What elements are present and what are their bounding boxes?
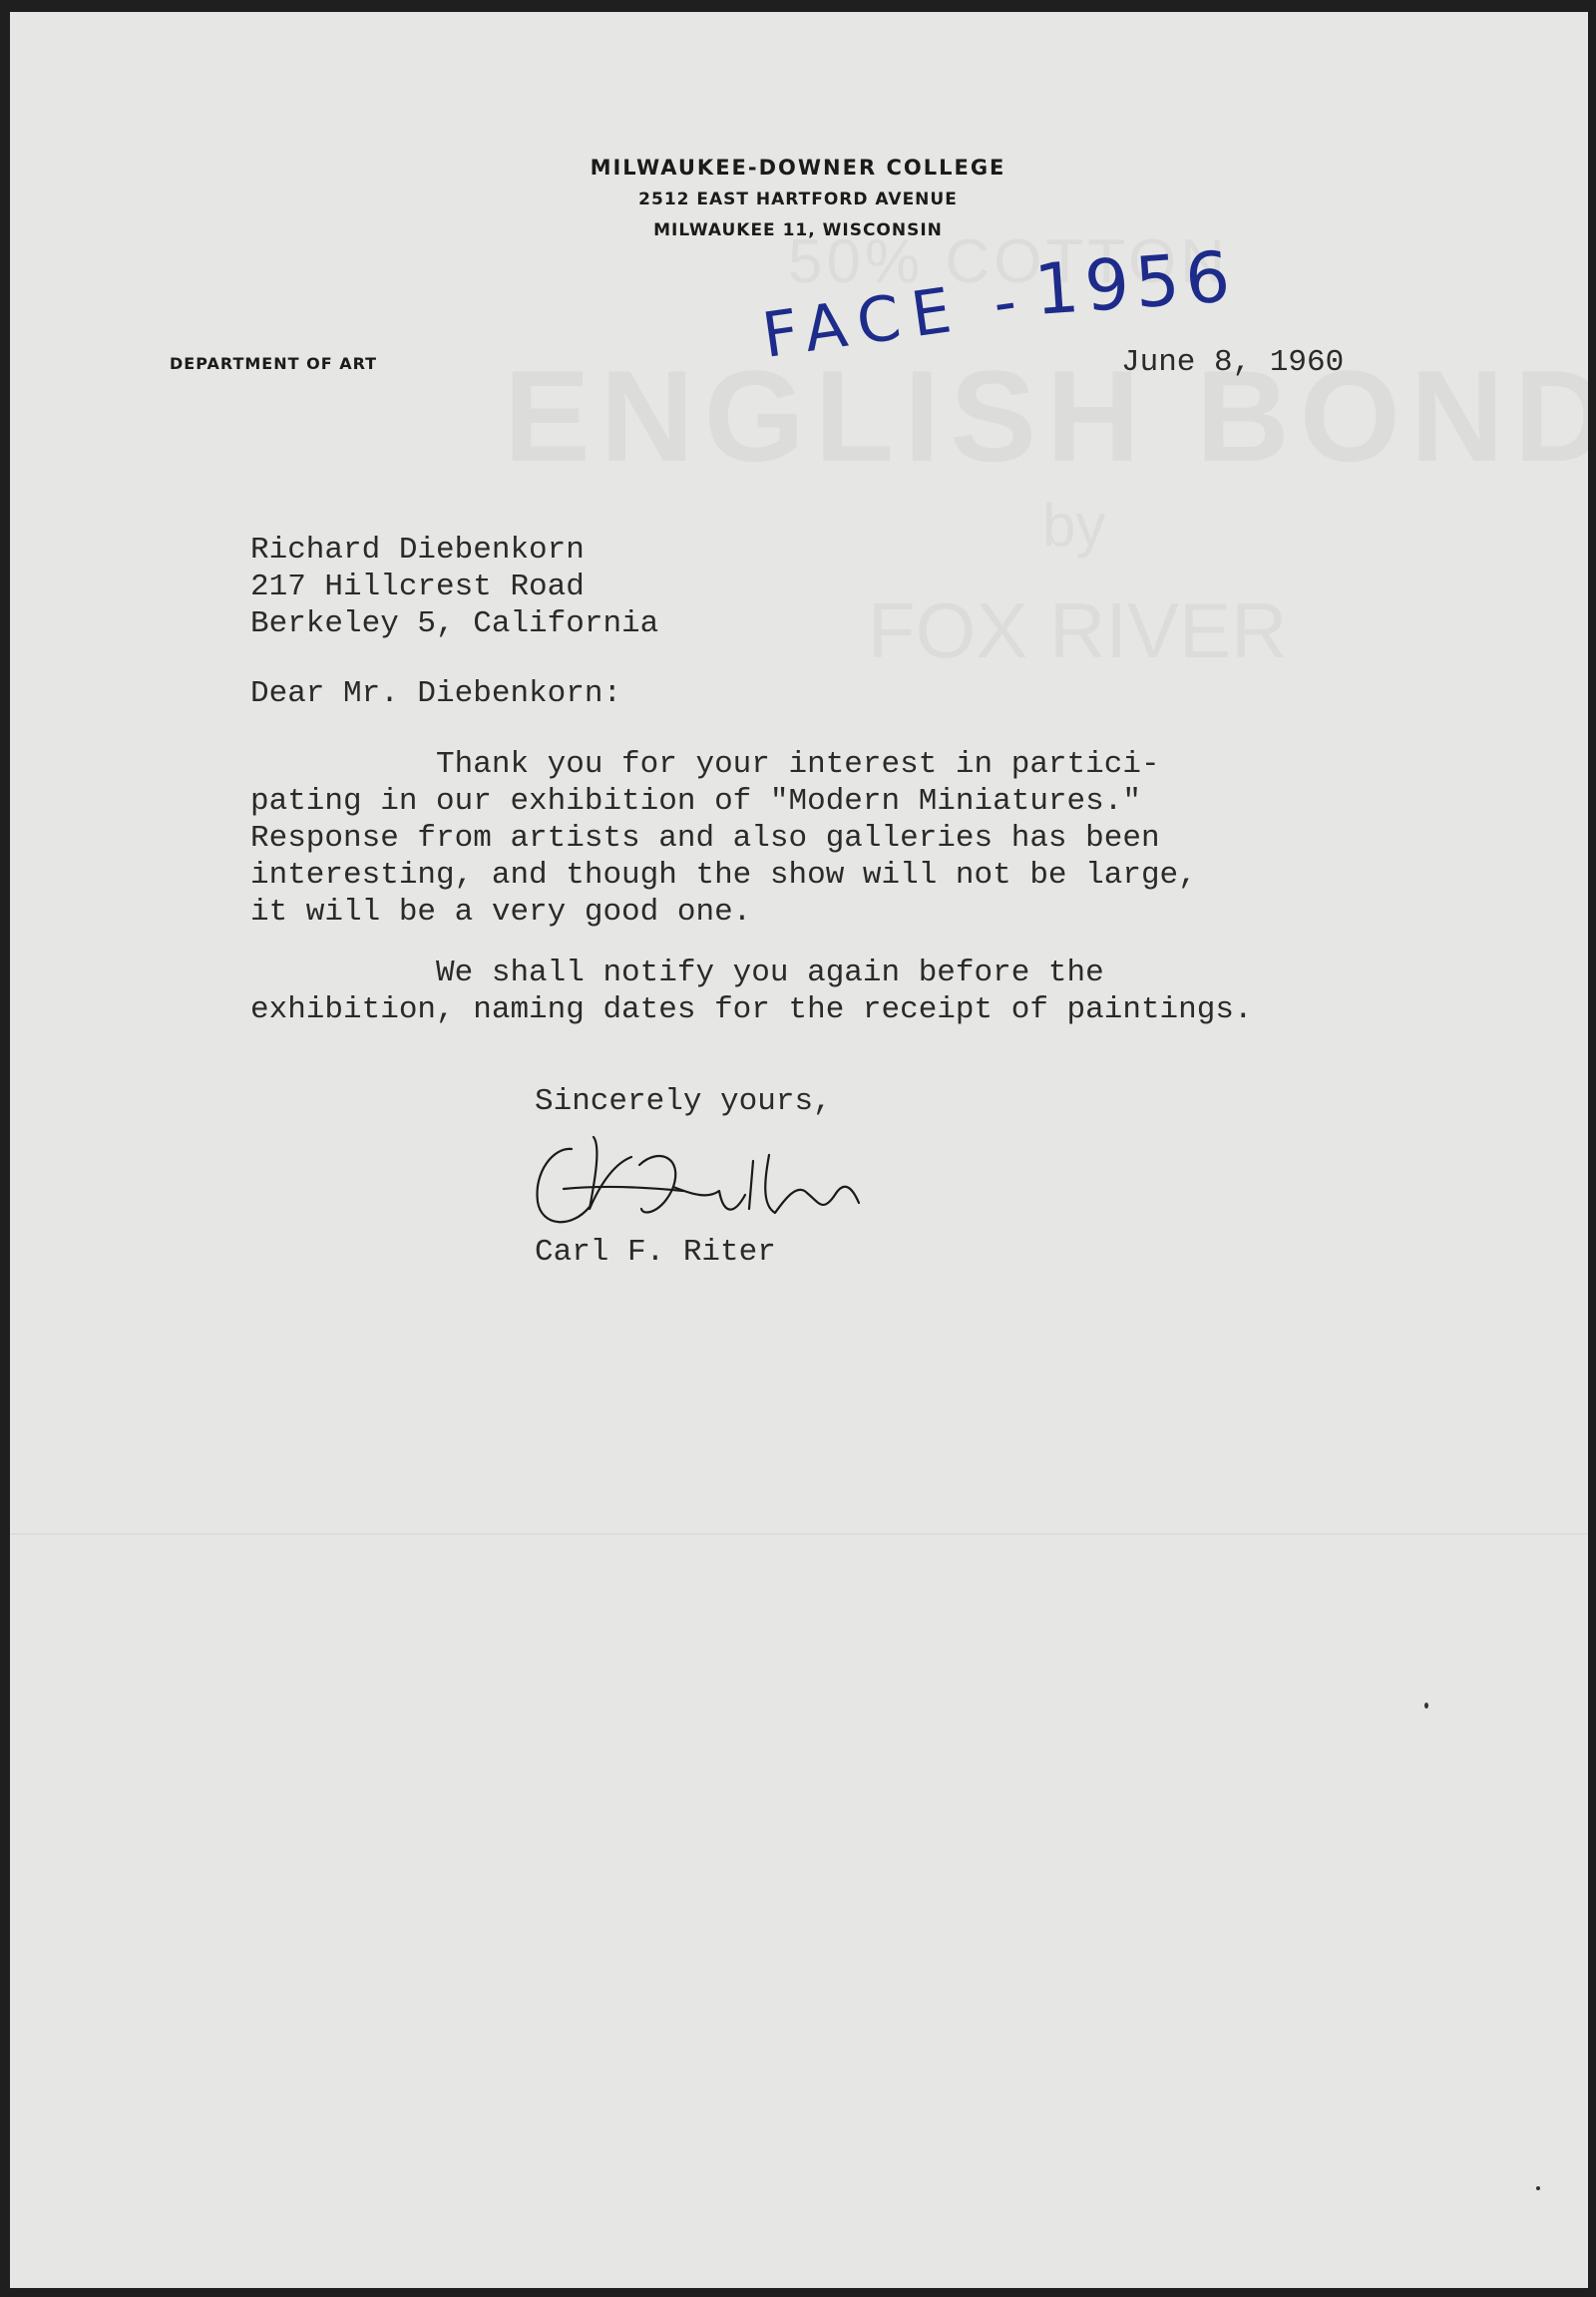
recipient-address	[250, 532, 658, 642]
watermark-line	[504, 341, 1588, 491]
handwritten-note-year: 1956	[1031, 235, 1239, 331]
letterhead-city: MILWAUKEE 11, WISCONSIN	[653, 220, 943, 240]
closing: Sincerely yours,	[535, 1084, 832, 1119]
recipient-name: Richard Diebenkorn	[250, 533, 585, 568]
handwritten-signature	[524, 1117, 893, 1247]
paper-fold-line	[10, 1533, 1588, 1535]
recipient-city: Berkeley 5, California	[250, 606, 659, 641]
letterhead-street: 2512 EAST HARTFORD AVENUE	[638, 190, 958, 209]
watermark-line	[868, 585, 1287, 676]
letterhead-institution: MILWAUKEE-DOWNER COLLEGE	[590, 156, 1006, 180]
body-paragraph-1: Thank you for your interest in partici- pating in our exhibition of "Modern Miniatures." Response from artists and also galleries has been interesting, and though the show will not be large, it will be a very good one.	[250, 747, 1197, 930]
recipient-street: 217 Hillcrest Road	[250, 570, 585, 604]
letter-date: June 8, 1960	[1121, 345, 1345, 380]
body-paragraph-2: We shall notify you again before the exhibition, naming dates for the receipt of paintings.	[250, 956, 1253, 1027]
letter-body	[250, 746, 1253, 1028]
signer-name: Carl F. Riter	[535, 1235, 776, 1270]
watermark-line	[1042, 491, 1105, 560]
handwritten-note-label: FACE -	[757, 262, 1033, 372]
salutation: Dear Mr. Diebenkorn:	[250, 676, 622, 711]
paper-speck	[1536, 2186, 1540, 2190]
paper-speck	[1424, 1703, 1428, 1709]
letterhead-department: DEPARTMENT OF ART	[170, 354, 378, 373]
